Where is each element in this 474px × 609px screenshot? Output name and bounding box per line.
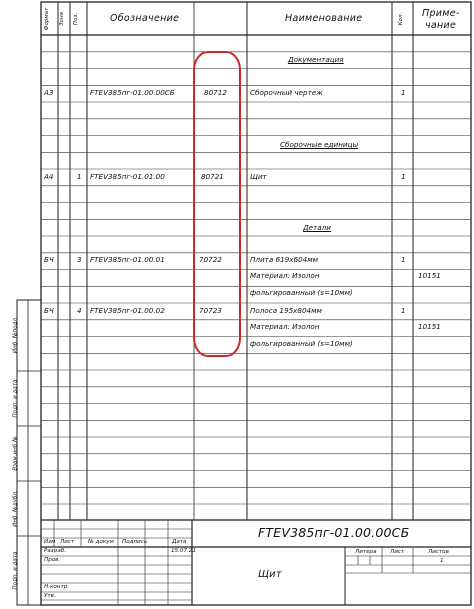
stamp-date: 15.07.21 — [171, 548, 196, 554]
header-note-line1: Приме- — [422, 8, 460, 19]
row-3-designation: FTEV385пг-01.00.01 — [90, 255, 165, 264]
section-assemblies: Сборочные единицы — [280, 140, 359, 149]
row-2-qty: 1 — [401, 172, 406, 181]
header-pos: Поз. — [73, 12, 79, 26]
row-1-qty: 1 — [401, 88, 406, 97]
strip-podp-data-2: Подп. и дата — [12, 551, 19, 590]
strip-podp-data: Подп. и дата — [12, 379, 19, 418]
header-zone: Зона — [59, 11, 65, 27]
header-format: Формат — [44, 7, 50, 31]
row-3-code: 70722 — [199, 255, 222, 264]
row-4-qty: 1 — [401, 306, 406, 315]
row-4-format: БЧ — [44, 306, 54, 315]
row-4-designation: FTEV385пг-01.00.02 — [90, 306, 165, 315]
row-1-code: 80712 — [204, 88, 227, 97]
row-3-name: Плита 619х604мм — [250, 255, 319, 264]
stamp-title: Щит — [258, 569, 282, 580]
stamp-razrab: Разраб. — [44, 548, 66, 554]
row-4-note: 10151 — [418, 322, 441, 331]
row-2-pos: 1 — [77, 172, 82, 181]
row-2-name: Щит — [250, 172, 267, 181]
stamp-litera: Литера — [355, 549, 377, 555]
header-name: Наименование — [285, 13, 363, 24]
header-designation: Обозначение — [110, 13, 180, 24]
row-3-pos: 3 — [77, 255, 82, 264]
header-qty: Кол. — [398, 12, 404, 26]
section-documentation: Документация — [288, 55, 344, 64]
stamp-listov-value: 1 — [440, 558, 444, 564]
row-1-designation: FTEV385пг-01.00.00СБ — [90, 88, 175, 97]
row-4-pos: 4 — [77, 306, 82, 315]
row-3-name-material: Материал: Изолон — [250, 271, 320, 280]
stamp-col-ndok: № докум — [88, 539, 114, 545]
stamp-utv: Утв. — [44, 593, 56, 599]
strip-vzam-inv: Взам.инб.№ — [12, 436, 19, 471]
row-4-code: 70723 — [199, 306, 222, 315]
strip-inv-dubl: Инб. №дубл. — [12, 490, 19, 527]
stamp-prov: Пров. — [44, 557, 61, 563]
section-parts: Детали — [303, 223, 331, 232]
row-1-name: Сборочный чертеж — [250, 88, 323, 97]
row-2-format: А4 — [44, 172, 54, 181]
header-note-line2: чание — [425, 20, 457, 31]
stamp-col-list: Лист — [60, 539, 75, 545]
row-3-note: 10151 — [418, 271, 441, 280]
row-4-name: Полоса 195х804мм — [250, 306, 322, 315]
row-3-name-material-detail: фольгированный (s=10мм) — [250, 288, 353, 297]
stamp-col-data: Дата — [172, 539, 187, 545]
stamp-nkontr: Н.контр. — [44, 584, 70, 590]
row-2-designation: FTEV385пг-01.01.00 — [90, 172, 165, 181]
row-3-qty: 1 — [401, 255, 406, 264]
stamp-col-izm: Изм — [44, 539, 56, 545]
row-4-name-material: Материал: Изолон — [250, 322, 320, 331]
row-4-name-material-detail: фольгированный (s=10мм) — [250, 339, 353, 348]
stamp-listov: Листов — [428, 549, 449, 555]
stamp-doc-code: FTEV385пг-01.00.00СБ — [258, 525, 410, 540]
left-strip-frame — [17, 300, 41, 605]
stamp-col-podp: Подпись — [122, 539, 148, 545]
strip-inv-podl: Инб. №подл — [12, 317, 19, 354]
row-1-format: А3 — [44, 88, 54, 97]
row-3-format: БЧ — [44, 255, 54, 264]
row-2-code: 80721 — [201, 172, 224, 181]
stamp-list: Лист — [390, 549, 405, 555]
